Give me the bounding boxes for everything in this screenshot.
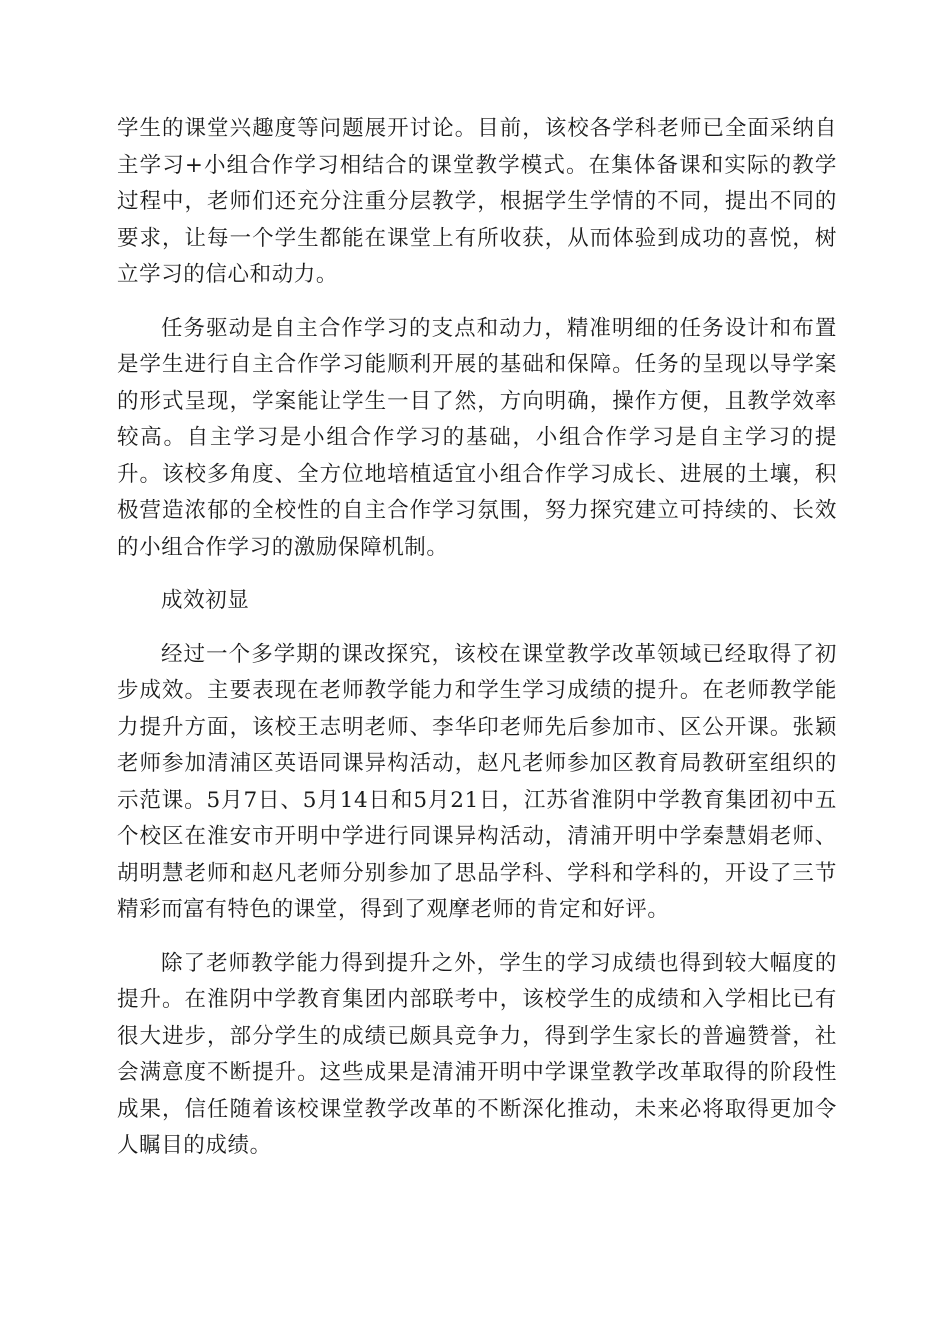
paragraph-continuation: 学生的课堂兴趣度等问题展开讨论。目前，该校各学科老师已全面采纳自主学习+小组合作学习相结合的课堂教学模式。在集体备课和实际的教学过程中，老师们还充分注重分层教学，根据学生学情的不同，提出不同的要求，让每一个学生都能在课堂上有所收获，从而体验到成功的喜悦，树立学习的信心和动力。 <box>117 116 837 287</box>
paragraph-results: 经过一个多学期的课改探究，该校在课堂教学改革领域已经取得了初步成效。主要表现在老师教学能力和学生学习成绩的提升。在老师教学能力提升方面，该校王志明老师、李华印老师先后参加市、区公开课。张颖老师参加清浦区英语同课异构活动，赵凡老师参加区教育局教研室组织的示范课。5月7日、5月14日和5月21日，江苏省淮阴中学教育集团初中五个校区在淮安市开明中学进行同课异构活动，清浦开明中学秦慧娟老师、胡明慧老师和赵凡老师分别参加了思品学科、学科和学科的，开设了三节精彩而富有特色的课堂，得到了观摩老师的肯定和好评。 <box>117 641 837 922</box>
document-body <box>117 111 837 1165</box>
paragraph-task-driven: 任务驱动是自主合作学习的支点和动力，精准明细的任务设计和布置是学生进行自主合作学习能顺利开展的基础和保障。任务的呈现以导学案的形式呈现，学案能让学生一目了然，方向明确，操作方便，且教学效率较高。自主学习是小组合作学习的基础，小组合作学习是自主学习的提升。该校多角度、全方位地培植适宜小组合作学习成长、进展的土壤，积极营造浓郁的全校性的自主合作学习氛围，努力探究建立可持续的、长效的小组合作学习的激励保障机制。 <box>117 315 837 560</box>
paragraph-student-achievement: 除了老师教学能力得到提升之外，学生的学习成绩也得到较大幅度的提升。在淮阴中学教育集团内部联考中，该校学生的成绩和入学相比已有很大进步，部分学生的成绩已颇具竞争力，得到学生家长的普遍赞誉，社会满意度不断提升。这些成果是清浦开明中学课堂教学改革取得的阶段性成果，信任随着该校课堂教学改革的不断深化推动，未来必将取得更加令人瞩目的成绩。 <box>117 950 837 1158</box>
section-heading: 成效初显 <box>161 588 250 613</box>
